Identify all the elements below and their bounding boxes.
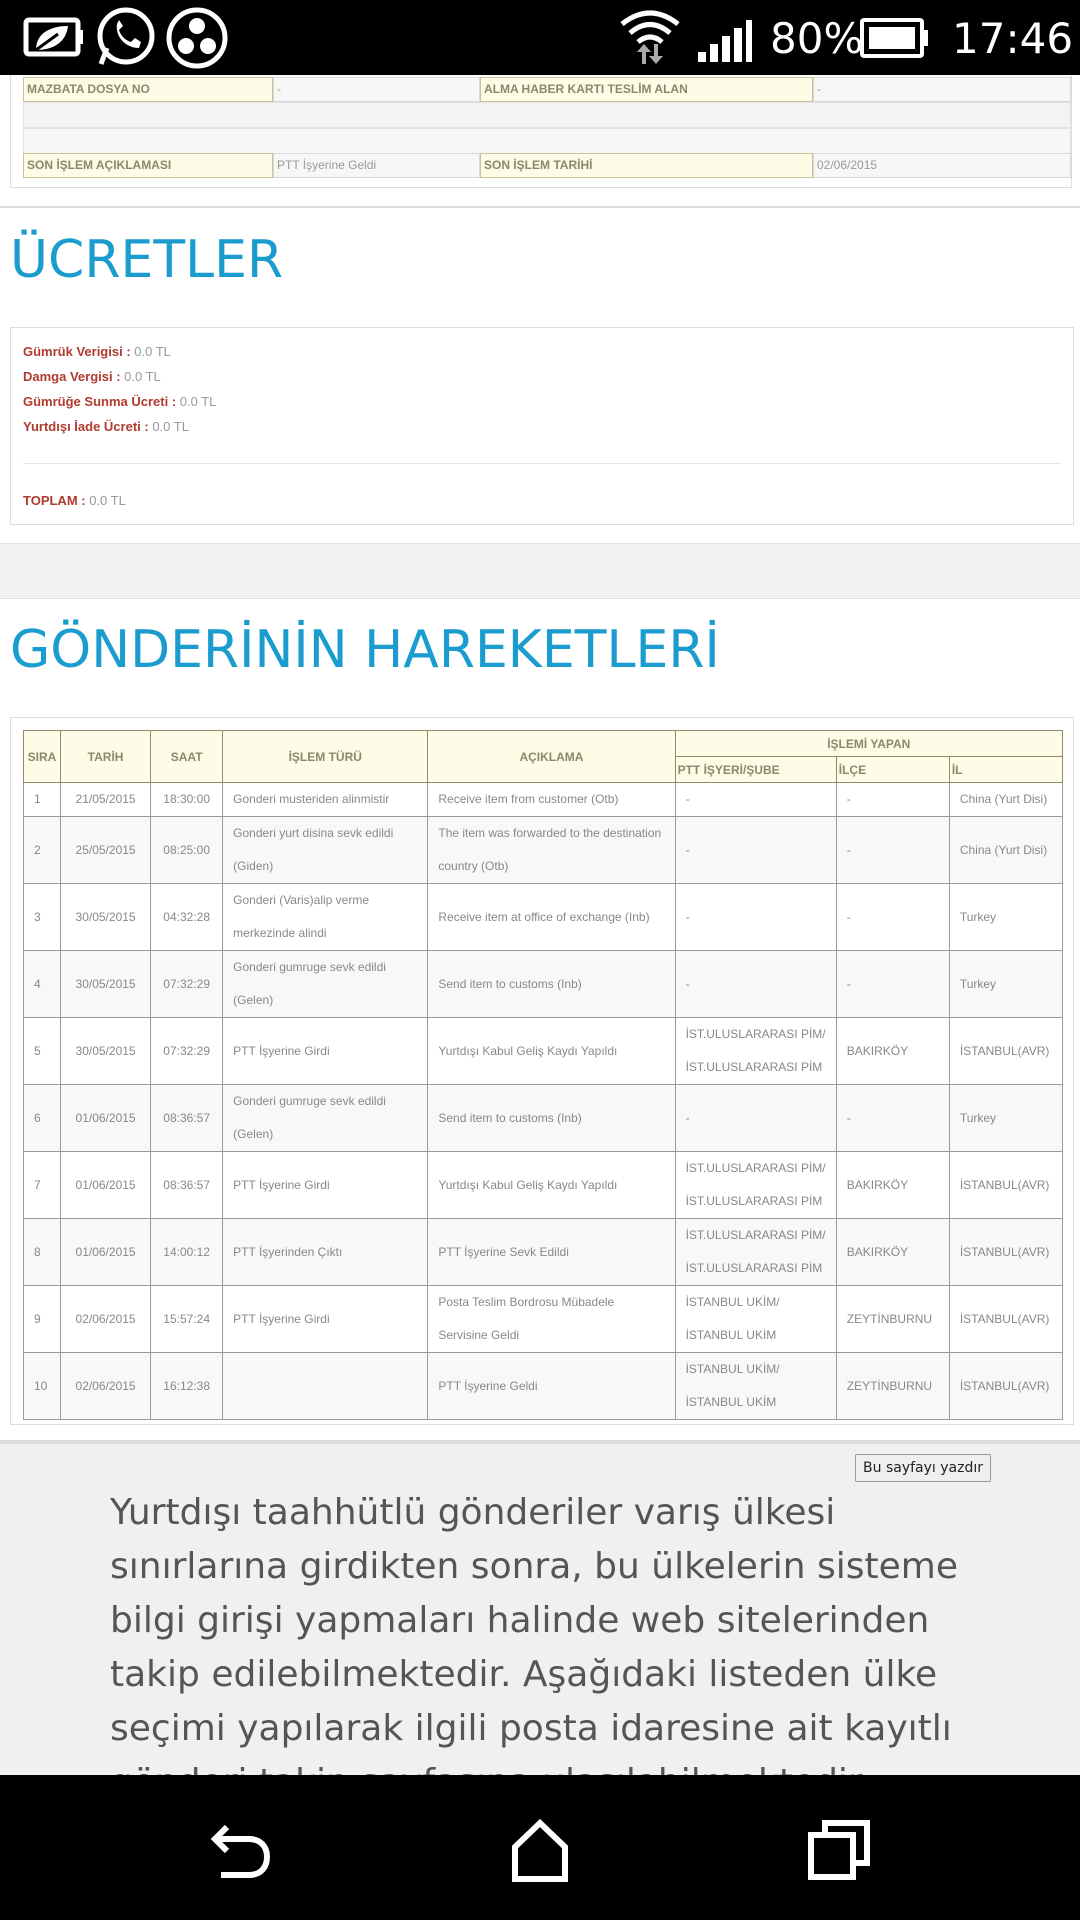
home-icon[interactable] bbox=[505, 1815, 575, 1885]
cell-saat: 14:00:12 bbox=[151, 1219, 223, 1286]
cell-saat: 08:36:57 bbox=[151, 1152, 223, 1219]
cell-saat: 07:32:29 bbox=[151, 1018, 223, 1085]
table-row bbox=[24, 1152, 1063, 1219]
cell-ilce: BAKIRKÖY bbox=[836, 1152, 949, 1219]
cell-ilce: BAKIRKÖY bbox=[836, 1018, 949, 1085]
app-icon bbox=[165, 6, 229, 75]
fee-label: Yurtdışı İade Ücreti : bbox=[23, 419, 149, 434]
col-aciklama: AÇIKLAMA bbox=[428, 731, 675, 783]
cell-saat: 08:36:57 bbox=[151, 1085, 223, 1152]
cell-sira: 9 bbox=[24, 1286, 61, 1353]
mazbata-value: - bbox=[273, 77, 480, 102]
blank-row bbox=[23, 102, 1071, 128]
son-islem-aciklamasi-label: SON İŞLEM AÇIKLAMASI bbox=[23, 153, 273, 178]
cell-sira: 2 bbox=[24, 817, 61, 884]
fee-return bbox=[23, 419, 189, 435]
divider bbox=[0, 206, 1080, 208]
cell-ilce: - bbox=[836, 817, 949, 884]
fee-label: Gümrük Verigisi : bbox=[23, 344, 131, 359]
wifi-icon bbox=[618, 6, 682, 73]
col-ilce: İLÇE bbox=[836, 757, 949, 783]
bottom-area bbox=[0, 1442, 1080, 1782]
cell-ilce: - bbox=[836, 951, 949, 1018]
cell-sira: 4 bbox=[24, 951, 61, 1018]
battery-percent: 80% bbox=[770, 14, 864, 63]
cell-il: China (Yurt Disi) bbox=[949, 817, 1062, 884]
cell-tarih: 30/05/2015 bbox=[61, 1018, 151, 1085]
cell-aciklama: Yurtdışı Kabul Geliş Kaydı Yapıldı bbox=[428, 1018, 675, 1085]
cell-sira: 3 bbox=[24, 884, 61, 951]
cell-il: Turkey bbox=[949, 1085, 1062, 1152]
fee-label: Damga Vergisi : bbox=[23, 369, 121, 384]
cell-ptt: İST.ULUSLARARASI PİM/ İST.ULUSLARARASI PİM bbox=[675, 1018, 836, 1085]
cell-il: İSTANBUL(AVR) bbox=[949, 1219, 1062, 1286]
cell-saat: 08:25:00 bbox=[151, 817, 223, 884]
cell-islem-turu: Gonderi musteriden alinmistir bbox=[223, 783, 428, 817]
cell-aciklama: Send item to customs (Inb) bbox=[428, 951, 675, 1018]
table-row bbox=[24, 1219, 1063, 1286]
col-saat: SAAT bbox=[151, 731, 223, 783]
fee-divider bbox=[23, 463, 1061, 464]
fee-value: 0.0 TL bbox=[134, 344, 171, 359]
cell-il: Turkey bbox=[949, 951, 1062, 1018]
cell-tarih: 02/06/2015 bbox=[61, 1353, 151, 1420]
col-il: İL bbox=[949, 757, 1062, 783]
section-separator bbox=[0, 543, 1080, 599]
cell-ptt: - bbox=[675, 951, 836, 1018]
cell-ilce: - bbox=[836, 1085, 949, 1152]
cell-il: İSTANBUL(AVR) bbox=[949, 1353, 1062, 1420]
fee-value: 0.0 TL bbox=[124, 369, 161, 384]
cell-il: İSTANBUL(AVR) bbox=[949, 1152, 1062, 1219]
cell-saat: 15:57:24 bbox=[151, 1286, 223, 1353]
cell-ilce: - bbox=[836, 884, 949, 951]
cell-tarih: 30/05/2015 bbox=[61, 951, 151, 1018]
table-row bbox=[24, 951, 1063, 1018]
table-row bbox=[24, 884, 1063, 951]
cell-ptt: İST.ULUSLARARASI PİM/ İST.ULUSLARARASI PİM bbox=[675, 1152, 836, 1219]
col-islemi-yapan: İŞLEMİ YAPAN bbox=[675, 731, 1062, 757]
cell-ptt: İSTANBUL UKİM/ İSTANBUL UKİM bbox=[675, 1353, 836, 1420]
cell-il: Turkey bbox=[949, 884, 1062, 951]
signal-icon bbox=[696, 18, 752, 67]
alma-haber-label: ALMA HABER KARTI TESLİM ALAN bbox=[480, 77, 813, 102]
cell-ptt: İSTANBUL UKİM/ İSTANBUL UKİM bbox=[675, 1286, 836, 1353]
table-row bbox=[24, 1286, 1063, 1353]
col-ptt: PTT İŞYERİ/ŞUBE bbox=[675, 757, 836, 783]
table-row bbox=[24, 817, 1063, 884]
cell-saat: 04:32:28 bbox=[151, 884, 223, 951]
cell-il: China (Yurt Disi) bbox=[949, 783, 1062, 817]
cell-saat: 16:12:38 bbox=[151, 1353, 223, 1420]
son-islem-aciklamasi-value: PTT İşyerine Geldi bbox=[273, 153, 480, 178]
total-label: TOPLAM : bbox=[23, 493, 86, 508]
alma-haber-value: - bbox=[813, 77, 1071, 102]
cell-il: İSTANBUL(AVR) bbox=[949, 1286, 1062, 1353]
clock: 17:46 bbox=[952, 14, 1074, 63]
cell-islem-turu: Gonderi (Varis)alip verme merkezinde alindi bbox=[223, 884, 428, 951]
cell-ptt: - bbox=[675, 783, 836, 817]
page-content bbox=[0, 75, 1080, 1775]
cell-ptt: İST.ULUSLARARASI PİM/ İST.ULUSLARARASI PİM bbox=[675, 1219, 836, 1286]
battery-icon bbox=[860, 18, 930, 63]
col-islem-turu: İŞLEM TÜRÜ bbox=[223, 731, 428, 783]
fees-title: ÜCRETLER bbox=[10, 230, 284, 290]
cell-islem-turu: Gonderi gumruge sevk edildi (Gelen) bbox=[223, 1085, 428, 1152]
cell-islem-turu: Gonderi yurt disina sevk edildi (Giden) bbox=[223, 817, 428, 884]
cell-tarih: 25/05/2015 bbox=[61, 817, 151, 884]
col-tarih: TARİH bbox=[61, 731, 151, 783]
fee-stamp-tax bbox=[23, 369, 161, 385]
cell-sira: 5 bbox=[24, 1018, 61, 1085]
cell-saat: 07:32:29 bbox=[151, 951, 223, 1018]
cell-sira: 8 bbox=[24, 1219, 61, 1286]
table-row bbox=[24, 1353, 1063, 1420]
cell-tarih: 02/06/2015 bbox=[61, 1286, 151, 1353]
table-row bbox=[24, 1018, 1063, 1085]
cell-tarih: 01/06/2015 bbox=[61, 1085, 151, 1152]
blank-row bbox=[23, 128, 1071, 154]
cell-aciklama: The item was forwarded to the destination country (Otb) bbox=[428, 817, 675, 884]
table-row bbox=[24, 783, 1063, 817]
cell-ptt: - bbox=[675, 1085, 836, 1152]
cell-sira: 1 bbox=[24, 783, 61, 817]
cell-ilce: - bbox=[836, 783, 949, 817]
cell-aciklama: PTT İşyerine Geldi bbox=[428, 1353, 675, 1420]
back-icon[interactable] bbox=[205, 1815, 275, 1885]
fee-total bbox=[23, 493, 126, 509]
cell-sira: 6 bbox=[24, 1085, 61, 1152]
col-sira: SIRA bbox=[24, 731, 61, 783]
movements-box bbox=[10, 717, 1074, 1425]
cell-islem-turu: Gonderi gumruge sevk edildi (Gelen) bbox=[223, 951, 428, 1018]
shipment-info-box bbox=[10, 75, 1072, 188]
cell-aciklama: Receive item at office of exchange (Inb) bbox=[428, 884, 675, 951]
status-bar bbox=[0, 0, 1080, 75]
recents-icon[interactable] bbox=[805, 1815, 875, 1885]
table-row bbox=[24, 1085, 1063, 1152]
cell-islem-turu: PTT İşyerinden Çıktı bbox=[223, 1219, 428, 1286]
battery-saver-icon bbox=[22, 14, 84, 65]
info-paragraph: Yurtdışı taahhütlü gönderiler varış ülkesi sınırlarına girdikten sonra, bu ülkelerin sisteme bilgi girişi yapmaları halinde web sitelerinden takip edilebilmektedir. Aşağıdaki listeden ülke seçimi yapılarak ilgili posta idaresine ait kayıtlı bbox=[110, 1492, 959, 1749]
cell-sira: 7 bbox=[24, 1152, 61, 1219]
cell-ilce: ZEYTİNBURNU bbox=[836, 1353, 949, 1420]
cell-ptt: - bbox=[675, 817, 836, 884]
cell-ilce: BAKIRKÖY bbox=[836, 1219, 949, 1286]
fees-box bbox=[10, 327, 1074, 525]
cell-ilce: ZEYTİNBURNU bbox=[836, 1286, 949, 1353]
print-page-button[interactable]: Bu sayfayı yazdır bbox=[855, 1454, 991, 1482]
fee-label: Gümrüğe Sunma Ücreti : bbox=[23, 394, 177, 409]
movements-table bbox=[23, 730, 1063, 1420]
son-islem-tarihi-label: SON İŞLEM TARİHİ bbox=[480, 153, 813, 178]
cell-aciklama: PTT İşyerine Sevk Edildi bbox=[428, 1219, 675, 1286]
fee-customs-presentation bbox=[23, 394, 216, 410]
cell-aciklama: Receive item from customer (Otb) bbox=[428, 783, 675, 817]
cell-tarih: 01/06/2015 bbox=[61, 1152, 151, 1219]
movements-title: GÖNDERİNİN HAREKETLERİ bbox=[10, 620, 720, 680]
fee-customs-tax bbox=[23, 344, 171, 360]
cell-il: İSTANBUL(AVR) bbox=[949, 1018, 1062, 1085]
fee-value: 0.0 TL bbox=[152, 419, 189, 434]
cell-aciklama: Yurtdışı Kabul Geliş Kaydı Yapıldı bbox=[428, 1152, 675, 1219]
cell-sira: 10 bbox=[24, 1353, 61, 1420]
cell-aciklama: Send item to customs (Inb) bbox=[428, 1085, 675, 1152]
cell-tarih: 21/05/2015 bbox=[61, 783, 151, 817]
whatsapp-icon bbox=[95, 6, 157, 73]
total-value: 0.0 TL bbox=[89, 493, 126, 508]
cell-ptt: - bbox=[675, 884, 836, 951]
son-islem-tarihi-value: 02/06/2015 bbox=[813, 153, 1071, 178]
cell-saat: 18:30:00 bbox=[151, 783, 223, 817]
cell-islem-turu: PTT İşyerine Girdi bbox=[223, 1286, 428, 1353]
cell-islem-turu: PTT İşyerine Girdi bbox=[223, 1018, 428, 1085]
cell-islem-turu: PTT İşyerine Girdi bbox=[223, 1152, 428, 1219]
cell-islem-turu bbox=[223, 1353, 428, 1420]
navigation-bar bbox=[0, 1775, 1080, 1920]
mazbata-label: MAZBATA DOSYA NO bbox=[23, 77, 273, 102]
fee-value: 0.0 TL bbox=[179, 394, 217, 409]
cell-aciklama: Posta Teslim Bordrosu Mübadele Servisine Geldi bbox=[428, 1286, 675, 1353]
cell-tarih: 30/05/2015 bbox=[61, 884, 151, 951]
cell-tarih: 01/06/2015 bbox=[61, 1219, 151, 1286]
